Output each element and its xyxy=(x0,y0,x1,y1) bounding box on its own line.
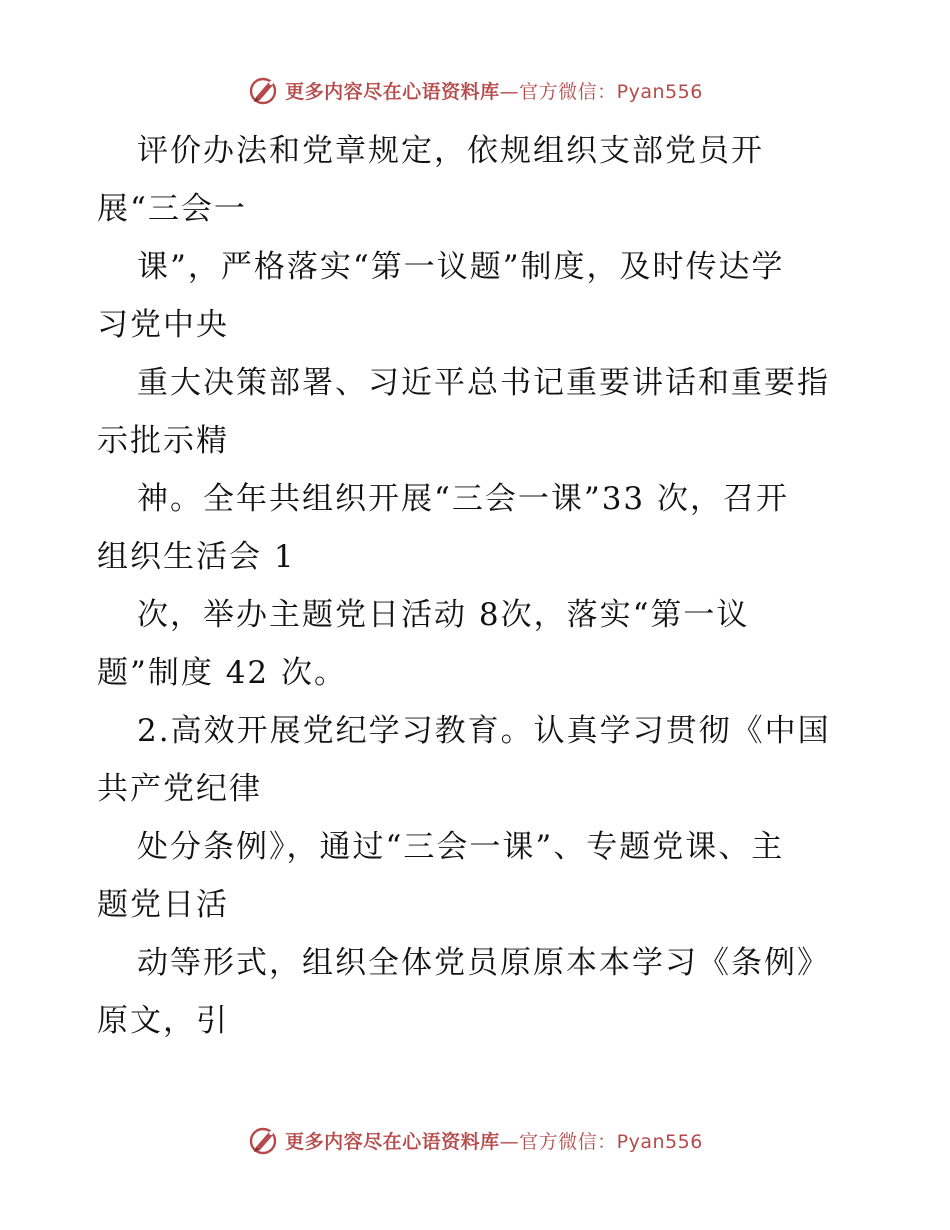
header-brand-text: 更多内容尽在心语资料库 xyxy=(285,80,500,103)
document-body xyxy=(97,122,867,1050)
footer-contact-text: 官方微信：Pyan556 xyxy=(519,1130,703,1153)
text-line: 课”，严格落实“第一议题”制度，及时传达学 xyxy=(137,249,785,285)
footer-separator: — xyxy=(499,1130,520,1153)
text-line: 2.高效开展党纪学习教育。认真学习贯彻《中国 xyxy=(137,713,831,749)
header-text xyxy=(285,77,703,104)
text-line: 神。全年共组织开展“三会一课”33 次，召开 xyxy=(137,481,789,517)
pen-logo-icon xyxy=(247,73,281,107)
text-line: 处分条例》，通过“三会一课”、专题党课、主 xyxy=(137,829,785,865)
text-line: 动等形式，组织全体党员原原本本学习《条例》 xyxy=(137,945,830,981)
text-line: 示批示精 xyxy=(97,423,229,459)
header-separator: — xyxy=(499,80,520,103)
text-line: 展“三会一 xyxy=(97,191,247,227)
text-line: 共产党纪律 xyxy=(97,771,262,807)
pen-logo-icon xyxy=(247,1123,281,1157)
header-contact-text: 官方微信：Pyan556 xyxy=(519,80,703,103)
footer-banner xyxy=(0,1120,950,1160)
footer-text xyxy=(285,1127,703,1154)
text-line: 组织生活会 1 xyxy=(97,539,296,575)
text-line: 题”制度 42 次。 xyxy=(97,655,348,691)
text-line: 原文，引 xyxy=(97,1003,229,1039)
text-line: 题党日活 xyxy=(97,887,229,923)
footer-brand-text: 更多内容尽在心语资料库 xyxy=(285,1130,500,1153)
text-line: 重大决策部署、习近平总书记重要讲话和重要指 xyxy=(137,365,830,401)
header-banner xyxy=(0,70,950,110)
text-line: 评价办法和党章规定，依规组织支部党员开 xyxy=(137,133,764,169)
text-line: 次，举办主题党日活动 8次，落实“第一议 xyxy=(137,597,750,633)
text-line: 习党中央 xyxy=(97,307,229,343)
